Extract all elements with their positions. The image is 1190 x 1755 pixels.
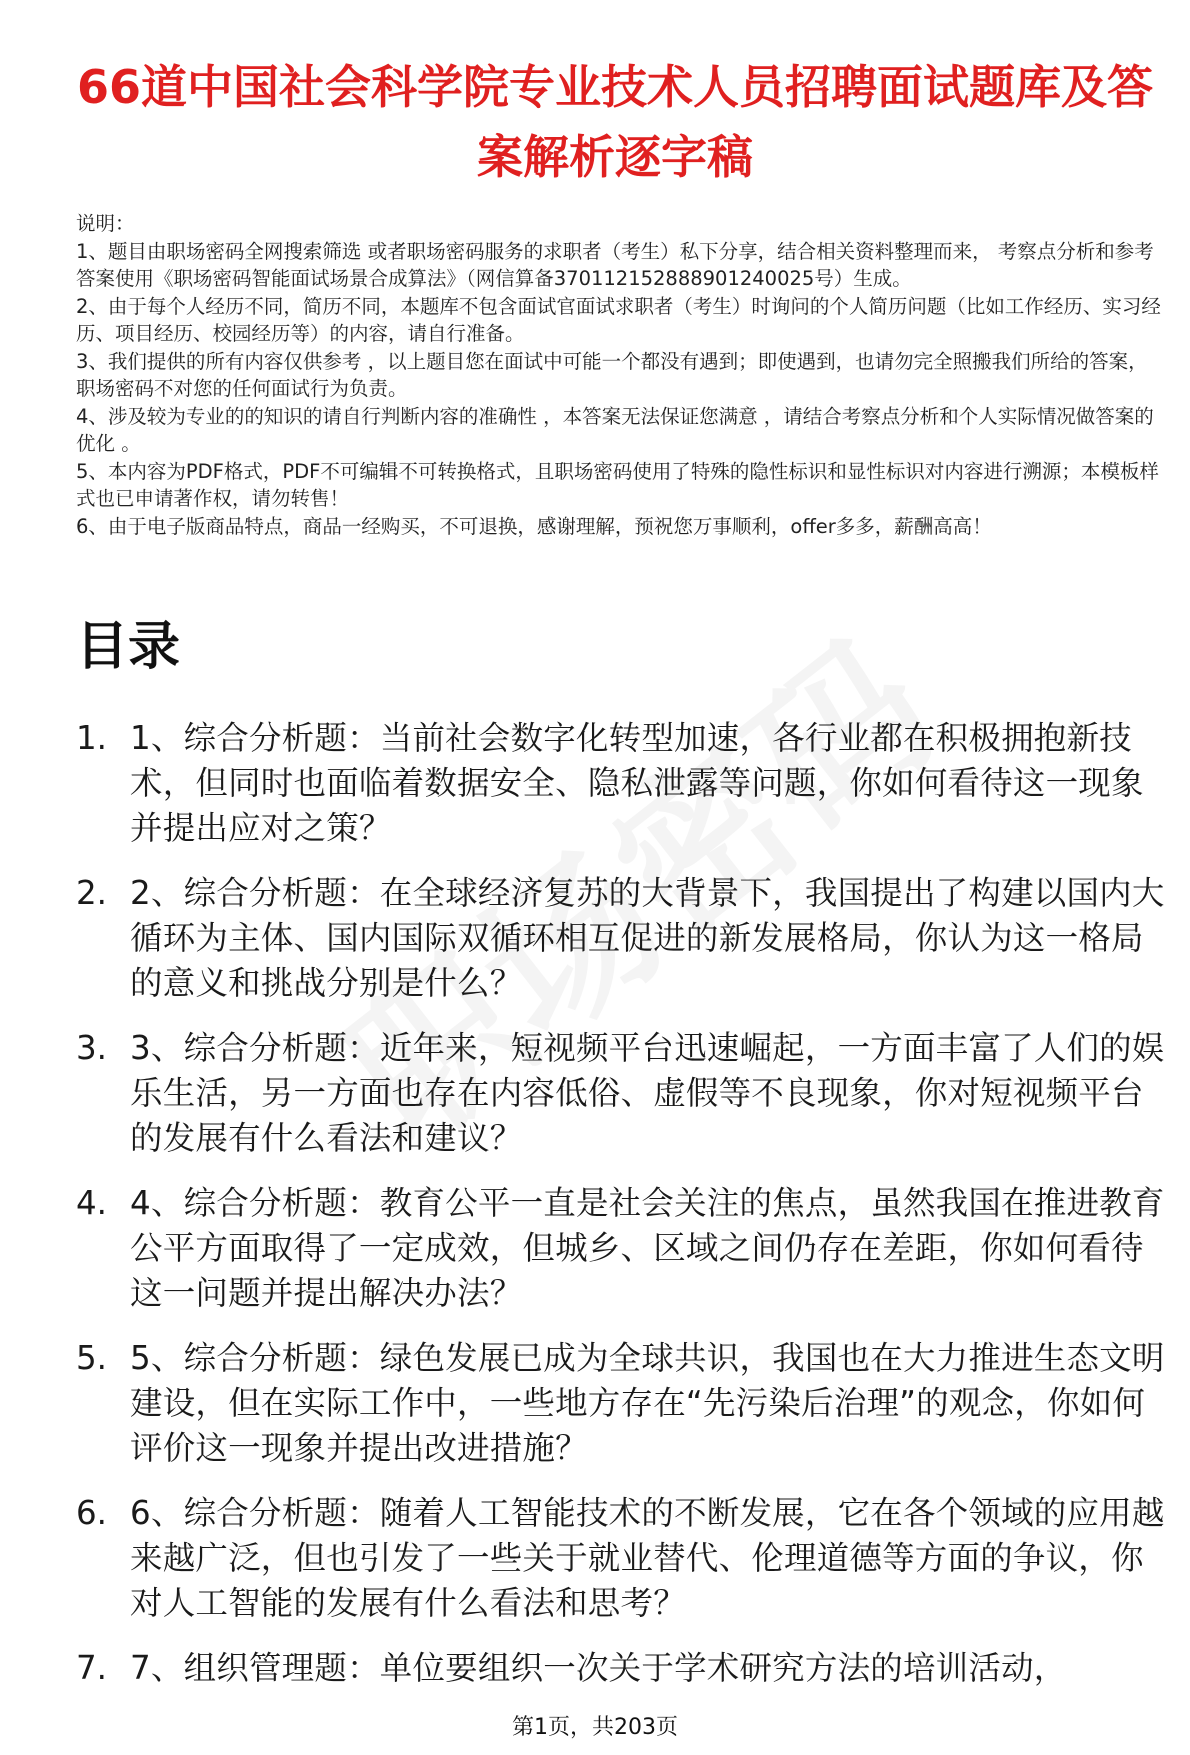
notes-heading: 说明： (76, 212, 135, 235)
note-item: 1、题目由职场密码全网搜索筛选 或者职场密码服务的求职者（考生）私下分享，结合相关资料整理而来， 考察点分析和参考答案使用《职场密码智能面试场景合成算法》（网信算备370112152888901240025号）生成。 (76, 239, 1154, 290)
toc-heading: 目录 (76, 617, 181, 677)
toc-item[interactable] (76, 716, 1170, 851)
toc-item-link[interactable]: 3、综合分析题：近年来，短视频平台迅速崛起，一方面丰富了人们的娱乐生活，另一方面也存在内容低俗、虚假等不良现象，你对短视频平台的发展有什么看法和建议？ (130, 1029, 1165, 1157)
note-item: 6、由于电子版商品特点，商品一经购买，不可退换，感谢理解，预祝您万事顺利，offer多多，薪酬高高！ (76, 514, 992, 538)
toc-item-number: 1. (76, 719, 108, 757)
toc-item[interactable] (76, 1646, 1170, 1691)
toc-item[interactable] (76, 1491, 1170, 1626)
toc-item-number: 3. (76, 1029, 108, 1067)
toc-item[interactable] (76, 871, 1170, 1006)
document-title: 66道中国社会科学院专业技术人员招聘面试题库及答案解析逐字稿 (76, 60, 1153, 184)
toc-item-link[interactable]: 6、综合分析题：随着人工智能技术的不断发展，它在各个领域的应用越来越广泛，但也引发了一些关于就业替代、伦理道德等方面的争议，你对人工智能的发展有什么看法和思考？ (130, 1494, 1165, 1622)
toc-item[interactable] (76, 1181, 1170, 1316)
note-item: 3、我们提供的所有内容仅供参考 ，以上题目您在面试中可能一个都没有遇到；即使遇到，也请勿完全照搬我们所给的答案，职场密码不对您的任何面试行为负责。 (76, 349, 1148, 400)
note-item: 5、本内容为PDF格式，PDF不可编辑不可转换格式，且职场密码使用了特殊的隐性标识和显性标识对内容进行溯源；本模板样式也已申请著作权，请勿转售！ (76, 459, 1159, 510)
toc-item-link[interactable]: 7、组织管理题：单位要组织一次关于学术研究方法的培训活动， (130, 1649, 1067, 1687)
toc-item-link[interactable]: 4、综合分析题：教育公平一直是社会关注的焦点，虽然我国在推进教育公平方面取得了一定成效，但城乡、区域之间仍存在差距，你如何看待这一问题并提出解决办法？ (130, 1184, 1165, 1312)
toc-item-number: 4. (76, 1184, 108, 1222)
disclaimer-notes (76, 210, 1166, 540)
toc-item-number: 6. (76, 1494, 108, 1532)
note-item: 4、涉及较为专业的的知识的请自行判断内容的准确性 ，本答案无法保证您满意 ，请结合考察点分析和个人实际情况做答案的优化 。 (76, 404, 1154, 455)
toc-item-number: 2. (76, 874, 108, 912)
toc-item[interactable] (76, 1336, 1170, 1471)
toc-item[interactable] (76, 1026, 1170, 1161)
toc-item-number: 7. (76, 1649, 108, 1687)
toc-item-number: 5. (76, 1339, 108, 1377)
toc-item-link[interactable]: 1、综合分析题：当前社会数字化转型加速，各行业都在积极拥抱新技术，但同时也面临着数据安全、隐私泄露等问题，你如何看待这一现象并提出应对之策？ (130, 719, 1144, 847)
page-footer: 第1页，共203页 (512, 1715, 678, 1740)
note-item: 2、由于每个人经历不同，简历不同，本题库不包含面试官面试求职者（考生）时询问的个人简历问题（比如工作经历、实习经历、项目经历、校园经历等）的内容，请自行准备。 (76, 294, 1161, 345)
toc-item-link[interactable]: 5、综合分析题：绿色发展已成为全球共识，我国也在大力推进生态文明建设，但在实际工作中，一些地方存在“先污染后治理”的观念，你如何评价这一现象并提出改进措施？ (130, 1339, 1165, 1467)
toc-item-link[interactable]: 2、综合分析题：在全球经济复苏的大背景下，我国提出了构建以国内大循环为主体、国内国际双循环相互促进的新发展格局，你认为这一格局的意义和挑战分别是什么？ (130, 874, 1165, 1002)
table-of-contents (76, 716, 1170, 1711)
